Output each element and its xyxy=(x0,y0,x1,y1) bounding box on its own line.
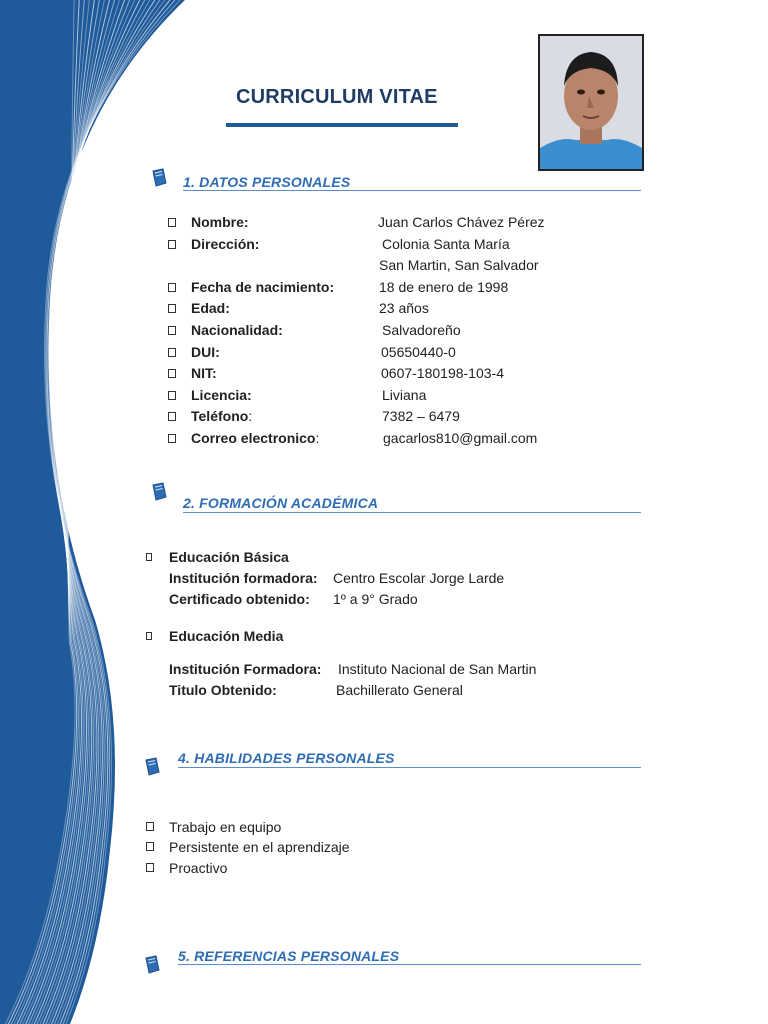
personal-field-value: 23 años xyxy=(379,300,429,316)
bullet-icon xyxy=(168,218,176,227)
title-underline xyxy=(226,123,458,127)
profile-photo xyxy=(538,34,644,171)
personal-field-label xyxy=(191,321,283,339)
notebook-icon xyxy=(150,482,168,502)
personal-field-label-text: Dirección: xyxy=(191,236,260,252)
bullet-icon xyxy=(168,434,176,443)
personal-field-label-text: Nacionalidad: xyxy=(191,322,283,338)
personal-field-label xyxy=(191,299,230,317)
section-heading-personal: 1. DATOS PERSONALES xyxy=(183,174,351,190)
personal-field-value: gacarlos810@gmail.com xyxy=(383,430,538,446)
education-middle-inst-label: Institución Formadora: xyxy=(169,661,322,677)
personal-field-value: 05650440-0 xyxy=(381,344,456,360)
notebook-icon xyxy=(143,955,161,975)
personal-field-label-text: Licencia: xyxy=(191,387,252,403)
skill-item: Proactivo xyxy=(169,860,228,876)
personal-field-label xyxy=(191,429,319,447)
bullet-icon xyxy=(146,553,152,561)
personal-field-label xyxy=(191,407,252,425)
personal-field-label xyxy=(191,386,252,404)
section-rule xyxy=(183,512,641,513)
education-basic-cert-value: 1º a 9° Grado xyxy=(333,591,418,607)
bullet-icon xyxy=(168,326,176,335)
personal-field-label-suffix: : xyxy=(315,430,320,446)
bullet-icon xyxy=(146,863,154,872)
personal-field-label-text: DUI: xyxy=(191,344,220,360)
personal-field-value: San Martin, San Salvador xyxy=(379,257,539,273)
education-middle-title: Educación Media xyxy=(169,628,284,644)
bullet-icon xyxy=(168,412,176,421)
person-photo-icon xyxy=(540,36,642,169)
section-heading-skills: 4. HABILIDADES PERSONALES xyxy=(178,750,395,766)
bullet-icon xyxy=(146,632,152,640)
bullet-icon xyxy=(146,842,154,851)
personal-field-value: Liviana xyxy=(382,387,427,403)
notebook-icon xyxy=(150,168,168,188)
personal-field-value: 18 de enero de 1998 xyxy=(379,279,509,295)
education-basic-inst-label: Institución formadora: xyxy=(169,570,318,586)
bullet-icon xyxy=(168,369,176,378)
skill-item: Trabajo en equipo xyxy=(169,819,282,835)
personal-field-label-text: NIT: xyxy=(191,365,217,381)
personal-field-label-text: Teléfono xyxy=(191,408,249,424)
bullet-icon xyxy=(146,822,154,831)
education-middle-cert-value: Bachillerato General xyxy=(336,682,463,698)
personal-field-value: 7382 – 6479 xyxy=(382,408,460,424)
section-rule xyxy=(183,190,641,191)
personal-field-value: 0607-180198-103-4 xyxy=(381,365,504,381)
bullet-icon xyxy=(168,391,176,400)
notebook-icon xyxy=(143,757,161,777)
skill-item: Persistente en el aprendizaje xyxy=(169,839,350,855)
education-middle-cert-label: Titulo Obtenido: xyxy=(169,682,277,698)
personal-field-label xyxy=(191,213,249,231)
bullet-icon xyxy=(168,304,176,313)
page-title: CURRICULUM VITAE xyxy=(236,86,438,108)
personal-field-label xyxy=(191,343,220,361)
personal-field-label-suffix: : xyxy=(248,408,253,424)
education-basic-cert-label: Certificado obtenido: xyxy=(169,591,310,607)
personal-field-value: Colonia Santa María xyxy=(382,236,510,252)
section-rule xyxy=(178,767,641,768)
education-basic-title: Educación Básica xyxy=(169,549,289,565)
section-heading-references: 5. REFERENCIAS PERSONALES xyxy=(178,948,400,964)
bullet-icon xyxy=(168,283,176,292)
education-middle-inst-value: Instituto Nacional de San Martin xyxy=(338,661,537,677)
personal-field-label xyxy=(191,364,217,382)
education-basic-inst-value: Centro Escolar Jorge Larde xyxy=(333,570,505,586)
personal-field-label-text: Nombre: xyxy=(191,214,249,230)
personal-field-label-text: Fecha de nacimiento: xyxy=(191,279,335,295)
personal-field-label-text: Edad: xyxy=(191,300,230,316)
bullet-icon xyxy=(168,348,176,357)
personal-field-label xyxy=(191,235,259,253)
section-heading-education: 2. FORMACIÓN ACADÉMICA xyxy=(183,495,379,511)
bullet-icon xyxy=(168,240,176,249)
personal-field-label-text: Correo electronico xyxy=(191,430,316,446)
personal-field-label xyxy=(191,278,334,296)
section-rule xyxy=(178,964,641,965)
personal-field-value: Salvadoreño xyxy=(382,322,461,338)
personal-field-value: Juan Carlos Chávez Pérez xyxy=(378,214,545,230)
